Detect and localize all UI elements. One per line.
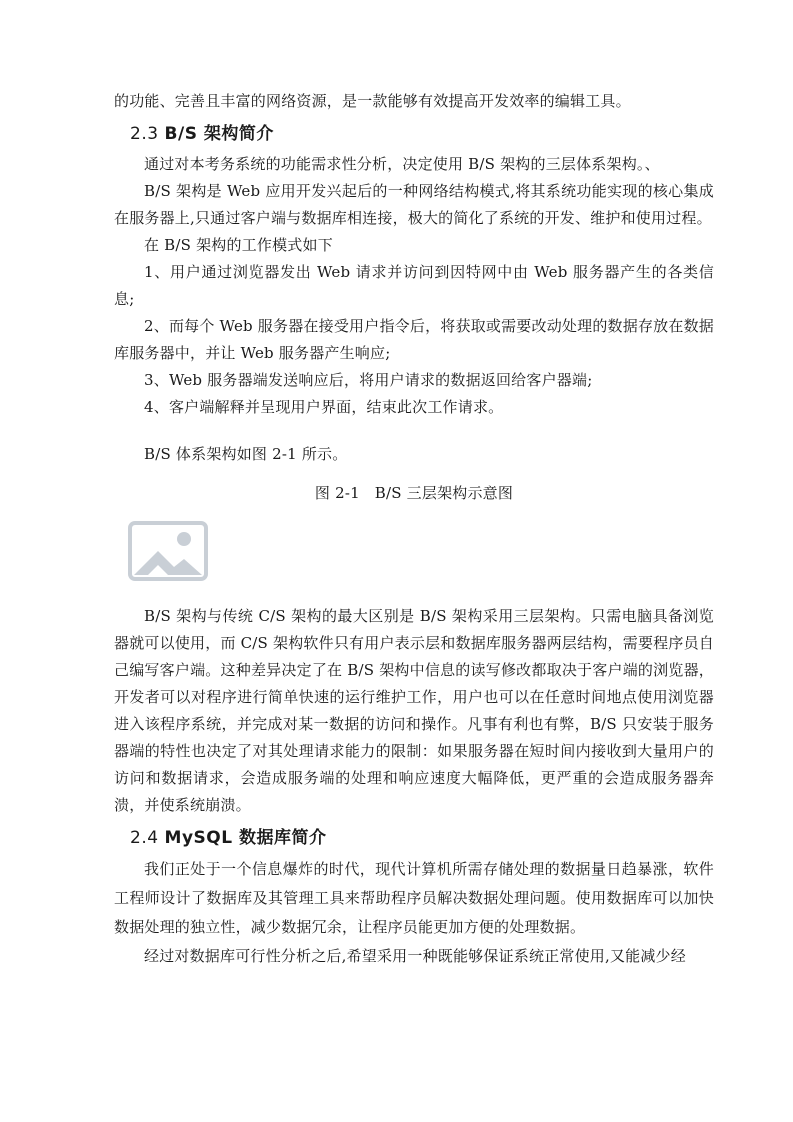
paragraph: B/S 架构是 Web 应用开发兴起后的一种网络结构模式,将其系统功能实现的核心集成在服务器上,只通过客户端与数据库相连接，极大的简化了系统的开发、维护和使用过程。 <box>114 182 714 227</box>
paragraph: 在 B/S 架构的工作模式如下 <box>144 236 333 254</box>
intro-continuation: 的功能、完善且丰富的网络资源，是一款能够有效提高开发效率的编辑工具。 <box>114 92 631 110</box>
list-item: 2、而每个 Web 服务器在接受用户指令后，将获取或需要改动处理的数据存放在数据库服务器中，并让 Web 服务器产生响应; <box>114 317 714 362</box>
section-heading-bs <box>114 119 714 149</box>
figure-reference: B/S 体系架构如图 2-1 所示。 <box>144 445 348 463</box>
section-heading-mysql <box>114 823 714 853</box>
list-item: 4、客户端解释并呈现用户界面，结束此次工作请求。 <box>144 398 504 416</box>
section-number: 2.3 <box>130 124 159 144</box>
document-page <box>114 88 714 971</box>
section-number: 2.4 <box>130 828 159 848</box>
list-item: 3、Web 服务器端发送响应后，将用户请求的数据返回给客户器端; <box>144 371 593 389</box>
figure-caption: 图 2-1 B/S 三层架构示意图 <box>314 484 514 502</box>
paragraph: 经过对数据库可行性分析之后,希望采用一种既能够保证系统正常使用,又能减少经 <box>144 947 686 965</box>
spacer <box>114 421 714 441</box>
list-item: 1、用户通过浏览器发出 Web 请求并访问到因特网中由 Web 服务器产生的各类信息; <box>114 263 714 308</box>
section-title: MySQL 数据库简介 <box>164 828 327 848</box>
paragraph: 通过对本考务系统的功能需求性分析，决定使用 B/S 架构的三层体系架构。、 <box>144 155 660 173</box>
image-placeholder-graphic <box>128 521 208 581</box>
section-title: B/S 架构简介 <box>164 124 274 144</box>
image-placeholder-icon <box>128 521 208 581</box>
paragraph: 我们正处于一个信息爆炸的时代，现代计算机所需存储处理的数据量日趋暴涨，软件工程师设计了数据库及其管理工具来帮助程序员解决数据处理问题。使用数据库可以加快数据处理的独立性，减少数据冗余，让程序员能更加方便的处理数据。 <box>114 860 714 936</box>
paragraph: B/S 架构与传统 C/S 架构的最大区别是 B/S 架构采用三层架构。只需电脑具备浏览器就可以使用，而 C/S 架构软件只有用户表示层和数据库服务器两层结构，需要程序员自己编写客户端。这种差异决定了在 B/S 架构中信息的读写修改都取决于客户端的浏览器，开发者可以对程序进行简单快速的运行维护工作，用户也可以在任意时间地点使用浏览器进入该程序系统，并完成对某一数据的访问和操作。凡事有利也有弊，B/S 只安装于服务器端的特性也决定了对其处理请求能力的限制：如果服务器在短时间内接收到大量用户的访问和数据请求，会造成服务端的处理和响应速度大幅降低，更严重的会造成服务器奔溃，并使系统崩溃。 <box>114 607 714 814</box>
